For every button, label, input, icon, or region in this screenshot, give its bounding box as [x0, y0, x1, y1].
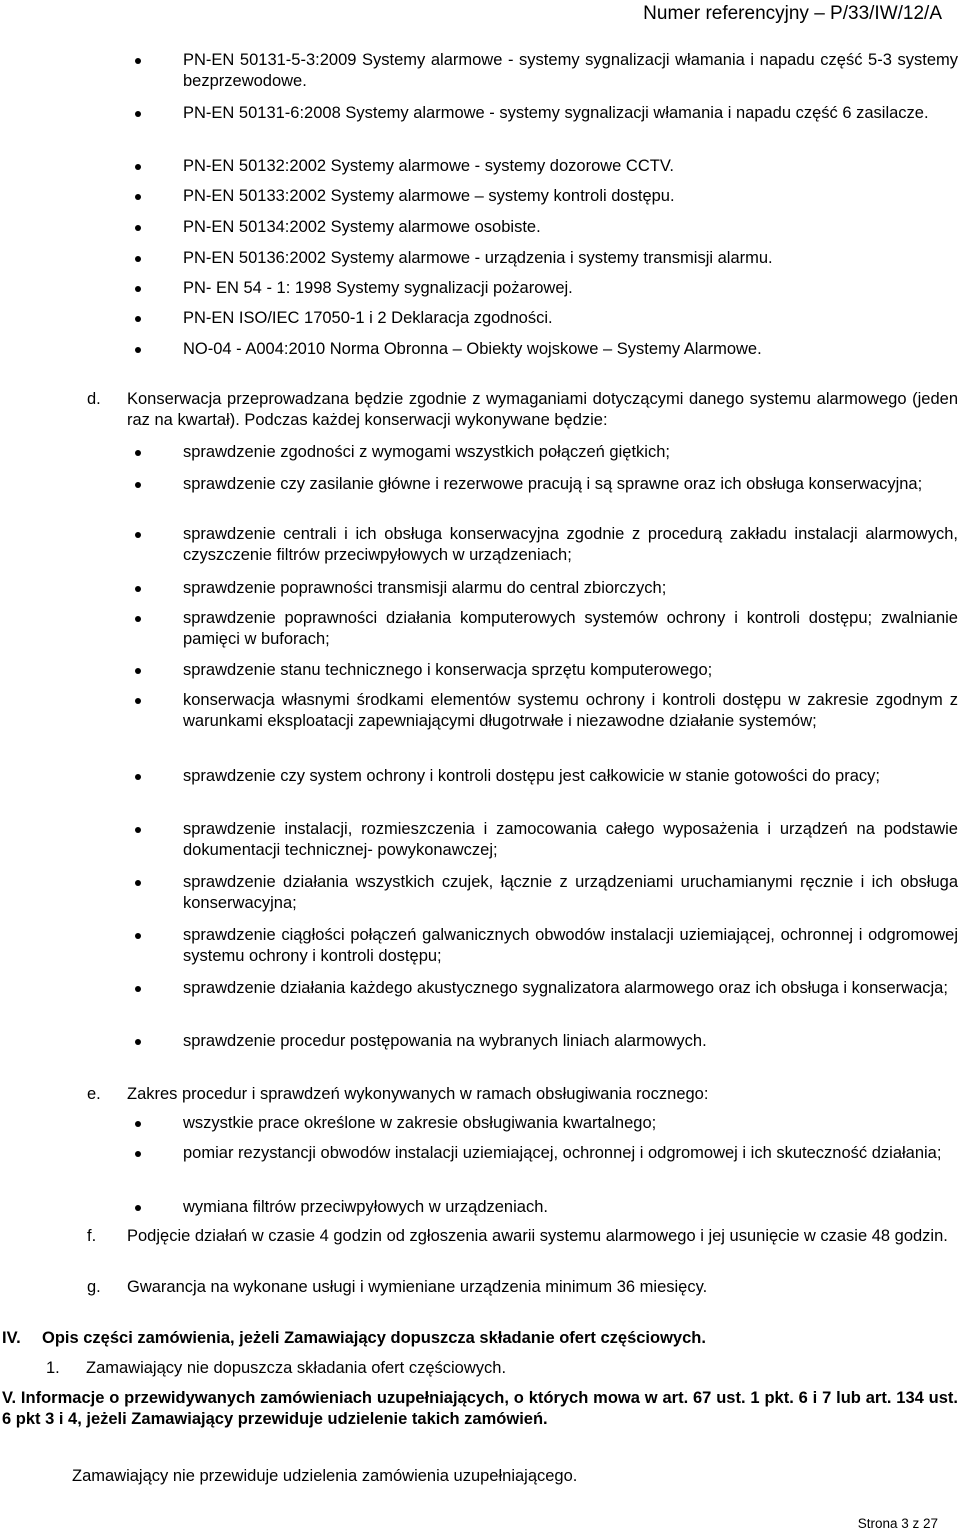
list-item-text: sprawdzenie zgodności z wymogami wszystkich połączeń giętkich; — [183, 443, 670, 461]
bullet-icon — [135, 827, 141, 833]
bullet-icon — [135, 482, 141, 488]
list-item-text: sprawdzenie poprawności transmisji alarmu do central zbiorczych; — [183, 579, 667, 597]
section-d-intro: Konserwacja przeprowadzana będzie zgodnie z wymaganiami dotyczącymi danego systemu alarmowego (jeden raz na kwartał). Podczas każdej konserwacji wykonywane będzie: — [127, 390, 958, 429]
list-item-text: PN-EN 50131-5-3:2009 Systemy alarmowe - systemy sygnalizacji włamania i napadu część 5-3 systemy bezprzewodowe. — [183, 51, 958, 90]
bullet-icon — [135, 774, 141, 780]
list-item-text: pomiar rezystancji obwodów instalacji uziemiającej, ochronnej i odgromowej i ich skuteczność działania; — [183, 1144, 942, 1162]
section-e-letter: e. — [87, 1085, 101, 1103]
bullet-icon — [135, 586, 141, 592]
list-item-text: PN-EN 50133:2002 Systemy alarmowe – systemy kontroli dostępu. — [183, 187, 675, 205]
section-iv-heading: Opis części zamówienia, jeżeli Zamawiający dopuszcza składanie ofert częściowych. — [42, 1329, 706, 1347]
list-item-text: sprawdzenie procedur postępowania na wybranych liniach alarmowych. — [183, 1032, 707, 1050]
list-item-text: PN-EN 50131-6:2008 Systemy alarmowe - systemy sygnalizacji włamania i napadu część 6 zasilacze. — [183, 104, 929, 122]
section-g-letter: g. — [87, 1278, 101, 1296]
section-v-text: Zamawiający nie przewiduje udzielenia zamówienia uzupełniającego. — [72, 1467, 578, 1485]
list-item-text: wymiana filtrów przeciwpyłowych w urządzeniach. — [183, 1198, 548, 1216]
section-iv-numeral: IV. — [2, 1329, 21, 1347]
bullet-icon — [135, 880, 141, 886]
list-item-text: sprawdzenie instalacji, rozmieszczenia i zamocowania całego wyposażenia i urządzeń na podstawie dokumentacji technicznej- powykonawczej; — [183, 820, 958, 859]
list-item-text: konserwacja własnymi środkami elementów systemu ochrony i kontroli dostępu w zakresie zgodnym z warunkami eksploatacji zapewniającymi długotrwałe i niezawodne działanie systemów; — [183, 691, 958, 730]
list-item-text: PN- EN 54 - 1: 1998 Systemy sygnalizacji pożarowej. — [183, 279, 573, 297]
section-iv-item-text: Zamawiający nie dopuszcza składania ofert częściowych. — [86, 1359, 507, 1377]
bullet-icon — [135, 532, 141, 538]
document-reference-number: Numer referencyjny – P/33/IW/12/A — [643, 3, 942, 24]
section-f-text: Podjęcie działań w czasie 4 godzin od zgłoszenia awarii systemu alarmowego i jej usunięcie w czasie 48 godzin. — [127, 1227, 948, 1245]
bullet-icon — [135, 668, 141, 674]
list-item-text: sprawdzenie działania wszystkich czujek, łącznie z urządzeniami uruchamianymi ręcznie i ich obsługa konserwacyjna; — [183, 873, 958, 912]
bullet-icon — [135, 316, 141, 322]
bullet-icon — [135, 286, 141, 292]
bullet-icon — [135, 1121, 141, 1127]
bullet-icon — [135, 58, 141, 64]
list-item-text: sprawdzenie czy system ochrony i kontroli dostępu jest całkowicie w stanie gotowości do pracy; — [183, 767, 880, 785]
bullet-icon — [135, 450, 141, 456]
list-item-text: PN-EN 50136:2002 Systemy alarmowe - urządzenia i systemy transmisji alarmu. — [183, 249, 773, 267]
bullet-icon — [135, 111, 141, 117]
list-item-text: PN-EN 50134:2002 Systemy alarmowe osobiste. — [183, 218, 541, 236]
list-item-text: wszystkie prace określone w zakresie obsługiwania kwartalnego; — [183, 1114, 657, 1132]
bullet-icon — [135, 256, 141, 262]
bullet-icon — [135, 164, 141, 170]
bullet-icon — [135, 1205, 141, 1211]
bullet-icon — [135, 225, 141, 231]
section-d-letter: d. — [87, 390, 101, 408]
list-item-text: sprawdzenie centrali i ich obsługa konserwacyjna zgodnie z procedurą zakładu instalacji alarmowych, czyszczenie filtrów przeciwpyłowych w urządzeniach; — [183, 525, 958, 564]
section-f-letter: f. — [87, 1227, 97, 1245]
section-v-heading: V. Informacje o przewidywanych zamówieniach uzupełniających, o których mowa w art. 67 ust. 1 pkt. 6 i 7 lub art. 134 ust. 6 pkt 3 i 4, jeżeli Zamawiający przewiduje udzielenie takich zamówień. — [2, 1389, 958, 1428]
bullet-icon — [135, 194, 141, 200]
bullet-icon — [135, 616, 141, 622]
list-item-text: PN-EN 50132:2002 Systemy alarmowe - systemy dozorowe CCTV. — [183, 157, 674, 175]
bullet-icon — [135, 698, 141, 704]
list-item-text: sprawdzenie poprawności działania komputerowych systemów ochrony i kontroli dostępu; zwalnianie pamięci w buforach; — [183, 609, 958, 648]
bullet-icon — [135, 347, 141, 353]
list-item-text: NO-04 - A004:2010 Norma Obronna – Obiekty wojskowe – Systemy Alarmowe. — [183, 340, 762, 358]
list-item-text: sprawdzenie stanu technicznego i konserwacja sprzętu komputerowego; — [183, 661, 713, 679]
section-iv-item-number: 1. — [46, 1359, 60, 1377]
bullet-icon — [135, 986, 141, 992]
bullet-icon — [135, 933, 141, 939]
list-item-text: PN-EN ISO/IEC 17050-1 i 2 Deklaracja zgodności. — [183, 309, 553, 327]
section-g-text: Gwarancja na wykonane usługi i wymieniane urządzenia minimum 36 miesięcy. — [127, 1278, 708, 1296]
bullet-icon — [135, 1151, 141, 1157]
section-e-intro: Zakres procedur i sprawdzeń wykonywanych w ramach obsługiwania rocznego: — [127, 1085, 709, 1103]
list-item-text: sprawdzenie czy zasilanie główne i rezerwowe pracują i są sprawne oraz ich obsługa konserwacyjna; — [183, 475, 923, 493]
list-item-text: sprawdzenie ciągłości połączeń galwanicznych obwodów instalacji uziemiającej, ochronnej i odgromowej systemu ochrony i kontroli dostępu; — [183, 926, 958, 965]
page-number: Strona 3 z 27 — [857, 1516, 938, 1531]
bullet-icon — [135, 1039, 141, 1045]
list-item-text: sprawdzenie działania każdego akustycznego sygnalizatora alarmowego oraz ich obsługa i konserwacja; — [183, 979, 948, 997]
